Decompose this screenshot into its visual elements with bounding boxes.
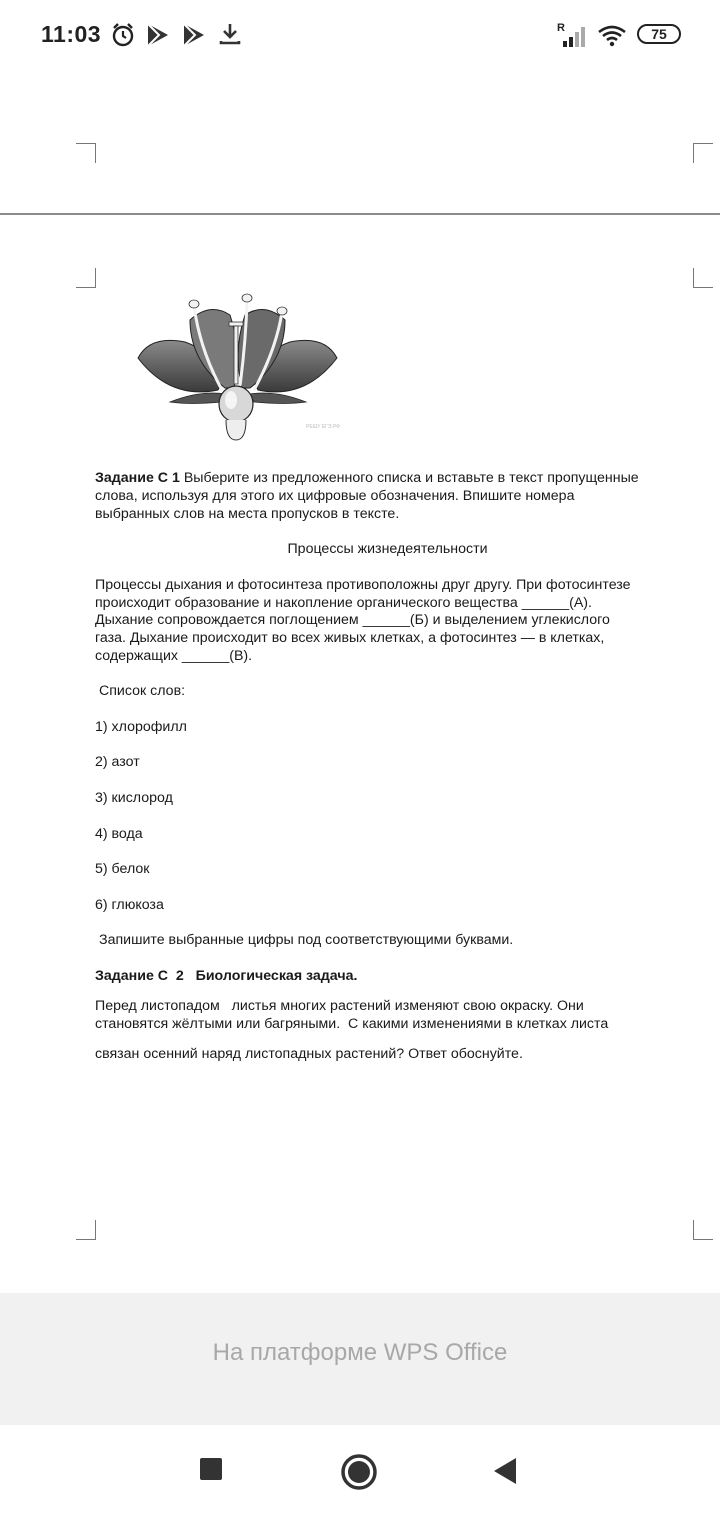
image-watermark: РЕШУ ЕГЭ.РФ — [306, 424, 340, 430]
paragraph-line: Процессы дыхания и фотосинтеза противоположны друг другу. При фотосинтезе — [95, 577, 631, 593]
word-list-item: 6) глюкоза — [95, 897, 164, 913]
word-list-item: 1) хлорофилл — [95, 719, 187, 735]
play-store-icon-2 — [181, 22, 207, 48]
wifi-icon — [597, 25, 627, 47]
paragraph-line: содержащих ______(В). — [95, 648, 253, 664]
crop-mark — [693, 1220, 713, 1240]
crop-mark — [693, 268, 713, 288]
crop-mark — [693, 143, 713, 163]
recent-apps-button[interactable] — [198, 1456, 224, 1482]
section-title: Процессы жизнедеятельности — [287, 541, 488, 557]
alarm-icon — [111, 22, 135, 48]
word-list-item: 2) азот — [95, 754, 140, 770]
instruction-text: Запишите выбранные цифры под соответствующими буквами. — [99, 932, 514, 948]
battery-indicator: 75 — [637, 24, 681, 44]
wps-platform-text: На платформе WPS Office — [212, 1339, 508, 1366]
task2-title-text: Задание С 2 Биологическая задача. — [95, 968, 358, 984]
page-divider — [0, 213, 720, 215]
word-list-item: 4) вода — [95, 826, 143, 842]
task2-title — [95, 968, 700, 986]
task2-line: связан осенний наряд листопадных растений? Ответ обоснуйте. — [95, 1046, 523, 1062]
download-icon — [219, 22, 241, 46]
play-store-icon — [145, 22, 171, 48]
home-button[interactable] — [340, 1453, 378, 1491]
task1-title: Задание С 1 — [95, 470, 180, 486]
crop-mark — [76, 268, 96, 288]
word-list-item: 3) кислород — [95, 790, 173, 806]
crop-mark — [76, 143, 96, 163]
word-list-label: Список слов: — [99, 683, 186, 699]
back-button[interactable] — [492, 1456, 518, 1486]
task1-text-line1: Выберите из предложенного списка и вставьте в текст пропущенные — [179, 470, 639, 486]
paragraph-line: газа. Дыхание происходит во всех живых клетках, а фотосинтез — в клетках, — [95, 630, 605, 646]
task1-text-line2: слова, используя для этого их цифровые обозначения. Впишите номера — [95, 488, 575, 504]
wps-footer — [0, 1293, 720, 1425]
status-time: 11:03 — [41, 21, 102, 47]
task1-paragraph — [95, 470, 700, 488]
word-list-item: 5) белок — [95, 861, 150, 877]
status-bar — [0, 0, 720, 70]
network-type: R — [557, 22, 565, 34]
navigation-bar — [0, 1425, 720, 1520]
paragraph-line: происходит образование и накопление органического вещества ______(А). — [95, 595, 592, 611]
task2-line: становятся жёлтыми или багряными. С какими изменениями в клетках листа — [95, 1016, 609, 1032]
task2-line: Перед листопадом листья многих растений изменяют свою окраску. Они — [95, 998, 584, 1014]
flower-diagram — [130, 290, 345, 445]
task1-text-line3: выбранных слов на места пропусков в тексте. — [95, 506, 400, 522]
signal-icon — [562, 27, 588, 47]
crop-mark — [76, 1220, 96, 1240]
paragraph-line: Дыхание сопровождается поглощением ______(Б) и выделением углекислого — [95, 612, 610, 628]
